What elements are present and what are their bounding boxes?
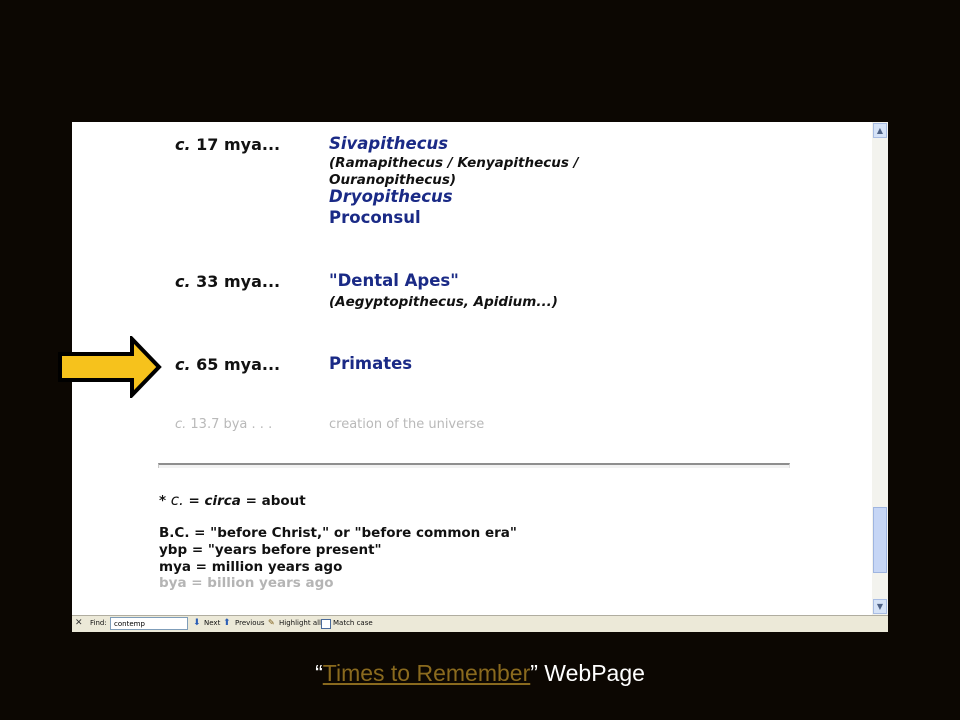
highlight-all-button[interactable]: Highlight all <box>279 619 322 627</box>
arrow-down-icon[interactable]: ⬇ <box>193 618 201 628</box>
taxon-link[interactable]: Dryopithecus <box>329 187 453 206</box>
match-case-label[interactable]: Match case <box>333 619 373 627</box>
vertical-scrollbar[interactable] <box>872 122 888 615</box>
scroll-down-button[interactable]: ▼ <box>873 599 887 614</box>
highlighter-icon[interactable]: ✎ <box>268 618 275 627</box>
horizontal-rule <box>158 463 790 468</box>
pointer-arrow-icon <box>58 336 162 398</box>
page-content <box>72 122 872 615</box>
taxon-link[interactable]: "Dental Apes" <box>329 271 459 290</box>
taxon-link[interactable]: Proconsul <box>329 208 421 227</box>
scroll-up-button[interactable]: ▲ <box>873 123 887 138</box>
times-to-remember-link[interactable]: Times to Remember <box>322 660 531 686</box>
taxon-link[interactable]: Primates <box>329 354 413 373</box>
caption: “Times to Remember” WebPage <box>315 660 645 686</box>
taxon-synonyms: (Ramapithecus / Kenyapithecus / <box>329 155 579 171</box>
browser-window <box>72 122 888 632</box>
find-previous-button[interactable]: Previous <box>235 619 265 627</box>
taxon-synonyms: Ouranopithecus) <box>329 172 457 188</box>
taxon-synonyms: (Aegyptopithecus, Apidium...) <box>329 294 558 310</box>
arrow-up-icon[interactable]: ⬆ <box>223 618 231 628</box>
timeline-event-faded: creation of the universe <box>329 417 485 432</box>
scroll-thumb[interactable] <box>873 507 887 573</box>
timeline-date-faded: c. 13.7 bya . . . <box>175 417 273 432</box>
find-bar <box>72 615 888 632</box>
note-bya: bya = billion years ago <box>159 575 334 591</box>
find-label: Find: <box>90 619 107 627</box>
close-icon[interactable]: ✕ <box>75 618 83 628</box>
match-case-checkbox[interactable] <box>321 619 331 629</box>
note-bc: B.C. = "before Christ," or "before common era" <box>159 525 517 541</box>
timeline-date: c. 65 mya... <box>175 355 281 374</box>
taxon-link[interactable]: Sivapithecus <box>329 134 449 153</box>
circa-note: * c. = circa = about <box>159 491 306 509</box>
note-mya: mya = million years ago <box>159 559 343 575</box>
find-input[interactable] <box>110 617 188 630</box>
note-ybp: ybp = "years before present" <box>159 542 382 558</box>
timeline-date: c. 33 mya... <box>175 272 281 291</box>
timeline-date: c. 17 mya... <box>175 135 281 154</box>
find-next-button[interactable]: Next <box>204 619 221 627</box>
